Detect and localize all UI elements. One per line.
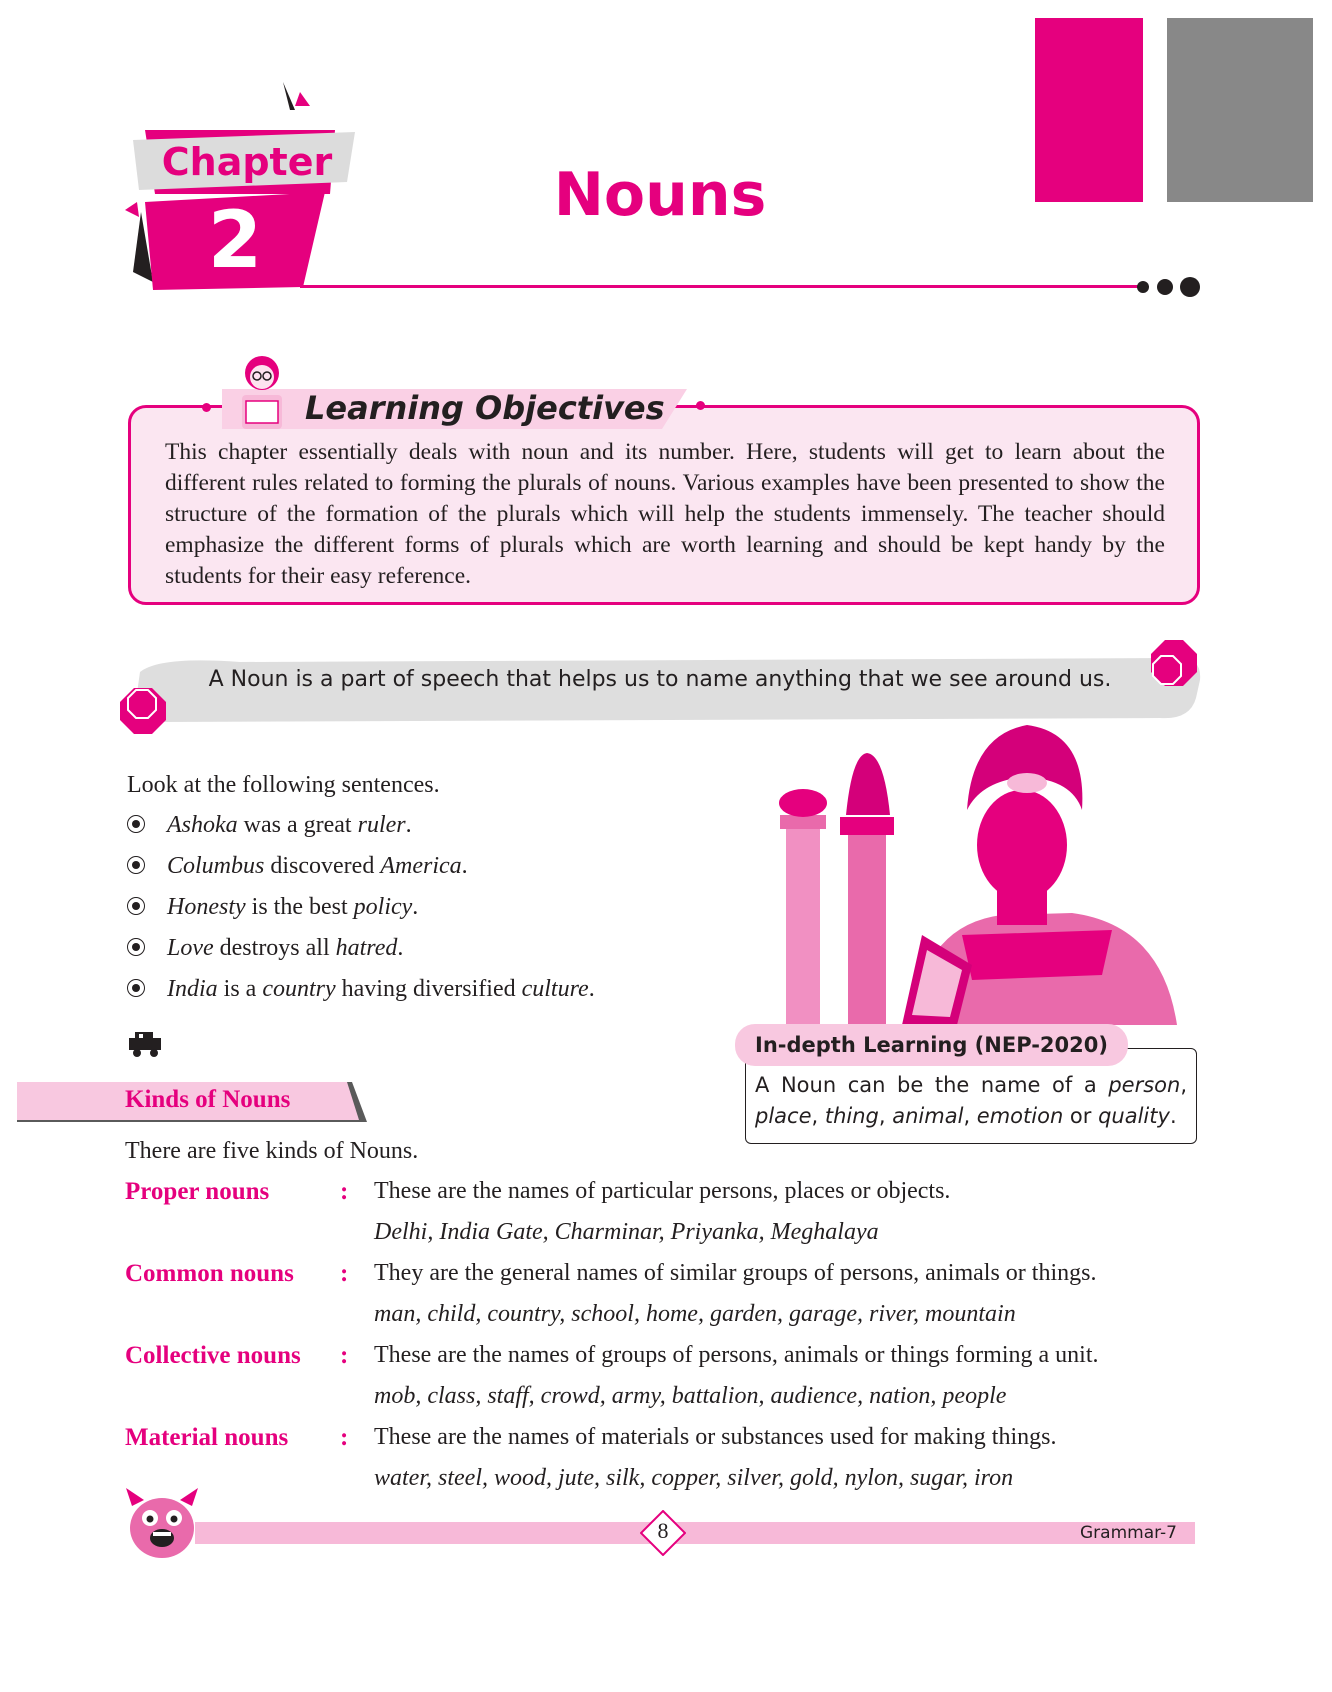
kind-definition: These are the names of groups of persons, animals or things forming a unit. xyxy=(374,1342,1099,1368)
kinds-intro: There are five kinds of Nouns. xyxy=(125,1138,419,1164)
kind-label: Material nouns xyxy=(125,1424,289,1451)
octagon-icon xyxy=(120,688,166,734)
page-title: Nouns xyxy=(553,160,767,230)
kind-definition: These are the names of particular persons, places or objects. xyxy=(374,1178,951,1204)
kind-colon: : xyxy=(340,1424,349,1451)
title-divider xyxy=(300,285,1145,288)
bullet-icon xyxy=(127,815,145,833)
decorative-dot xyxy=(202,403,211,412)
ashoka-illustration xyxy=(772,725,1182,1025)
footer-bar xyxy=(195,1522,1195,1544)
book-title: Grammar-7 xyxy=(1080,1523,1177,1543)
page-number: 8 xyxy=(657,1518,669,1543)
corner-pink-block xyxy=(1035,18,1143,202)
learning-objectives-heading: Learning Objectives xyxy=(305,389,665,427)
kind-label: Collective nouns xyxy=(125,1342,301,1369)
kind-definition: They are the general names of similar groups of persons, animals or things. xyxy=(374,1260,1097,1286)
kind-colon: : xyxy=(340,1260,349,1287)
bullet-icon xyxy=(127,856,145,874)
list-item: Ashoka was a great ruler. xyxy=(127,812,412,839)
kind-examples: man, child, country, school, home, garden, garage, river, mountain xyxy=(374,1301,1016,1327)
kind-examples: Delhi, India Gate, Charminar, Priyanka, Meghalaya xyxy=(374,1219,879,1245)
bullet-icon xyxy=(127,938,145,956)
learning-objectives-text: This chapter essentially deals with noun and its number. Here, students will get to learn about the different rules related to forming the plurals of nouns. Various examples have been presented to show the structure of the formation of the plurals which will help the students immensely. The teacher should emphasize the different forms of plurals which are worth learning and should be kept handy by the students for their easy reference. xyxy=(165,439,1165,589)
kind-definition: These are the names of materials or substances used for making things. xyxy=(374,1424,1057,1450)
indepth-learning-text: A Noun can be the name of a person, place, thing, animal, emotion or quality. xyxy=(755,1073,1187,1128)
chapter-number: 2 xyxy=(207,196,263,286)
list-item: Honesty is the best policy. xyxy=(127,894,418,921)
decorative-dot xyxy=(696,401,705,410)
list-item: Love destroys all hatred. xyxy=(127,935,403,962)
corner-grey-block xyxy=(1167,18,1313,202)
title-dots-icon xyxy=(1135,276,1205,298)
list-item: Columbus discovered America. xyxy=(127,853,468,880)
bullet-icon xyxy=(127,979,145,997)
bullet-icon xyxy=(127,897,145,915)
chapter-label: Chapter xyxy=(161,140,333,184)
list-item: India is a country having diversified culture. xyxy=(127,976,595,1003)
reading-girl-icon xyxy=(228,355,290,433)
kind-colon: : xyxy=(340,1178,349,1205)
kind-label: Proper nouns xyxy=(125,1178,270,1205)
kind-examples: mob, class, staff, crowd, army, battalion, audience, nation, people xyxy=(374,1383,1007,1409)
noun-definition: A Noun is a part of speech that helps us to name anything that we see around us. xyxy=(208,667,1112,692)
kind-label: Common nouns xyxy=(125,1260,294,1287)
kinds-heading: Kinds of Nouns xyxy=(125,1086,291,1113)
sentences-intro: Look at the following sentences. xyxy=(127,772,440,798)
indepth-learning-tab: In-depth Learning (NEP-2020) xyxy=(735,1024,1128,1066)
monster-mascot-icon xyxy=(122,1482,202,1562)
kind-colon: : xyxy=(340,1342,349,1369)
kind-examples: water, steel, wood, jute, silk, copper, silver, gold, nylon, sugar, iron xyxy=(374,1465,1014,1491)
vehicle-icon xyxy=(127,1030,165,1058)
